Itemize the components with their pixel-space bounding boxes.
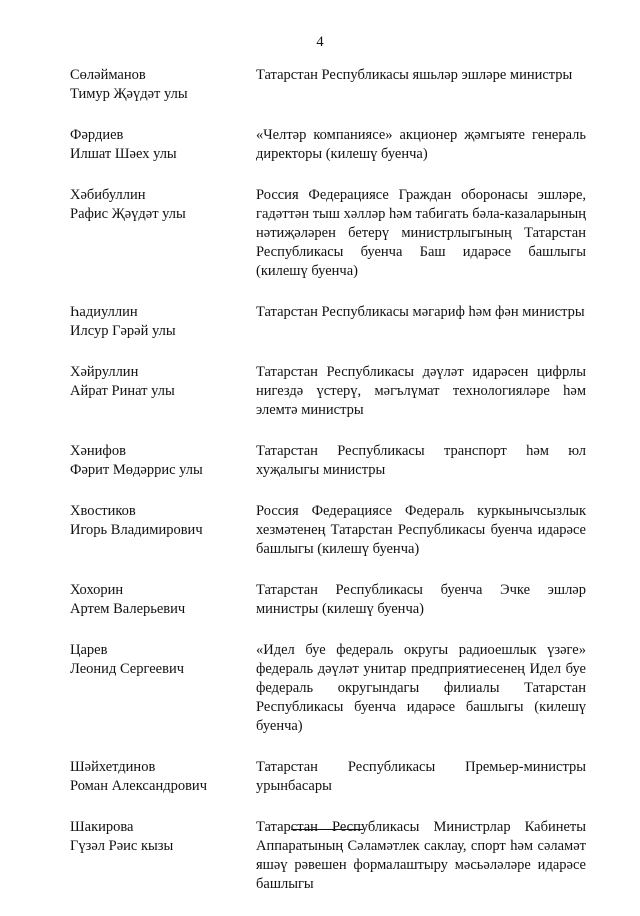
- member-given-name: Илшат Шәех улы: [70, 146, 177, 162]
- member-given-name: Айрат Ринат улы: [70, 383, 175, 399]
- member-entry: [70, 442, 586, 480]
- member-position: Татарстан Республикасы буенча Эчке эшләр министры (килешү буенча): [256, 582, 586, 617]
- member-given-name: Артем Валерьевич: [70, 601, 186, 617]
- member-entry: [70, 66, 586, 104]
- member-position: Татарстан Республикасы яшьләр эшләре министры: [256, 67, 573, 83]
- member-name: [70, 641, 256, 736]
- member-position: Татарстан Республикасы дәүләт идарәсен цифрлы нигездә үстерү, мәгълүмат технологияләре һәм элемтә министры: [256, 364, 586, 418]
- member-surname: Шакирова: [70, 819, 134, 835]
- member-surname: Фәрдиев: [70, 127, 124, 143]
- member-surname: Царев: [70, 642, 108, 658]
- member-name: [70, 442, 256, 480]
- closing-rule: [291, 829, 363, 830]
- member-entry: [70, 303, 586, 341]
- member-given-name: Игорь Владимирович: [70, 522, 203, 538]
- member-given-name: Роман Александрович: [70, 778, 207, 794]
- member-surname: Хәйруллин: [70, 364, 139, 380]
- page-number: 4: [316, 34, 324, 50]
- member-surname: Хохорин: [70, 582, 124, 598]
- member-entry: [70, 363, 586, 420]
- member-name: [70, 502, 256, 559]
- member-given-name: Леонид Сергеевич: [70, 661, 185, 677]
- member-position: Россия Федерациясе Федераль куркынычсызлык хезмәтенең Татарстан Республикасы буенча идарәсе башлыгы (килешү буенча): [256, 503, 586, 557]
- member-surname: Хәнифов: [70, 443, 126, 459]
- member-entry: [70, 641, 586, 736]
- commission-members-list: [70, 66, 586, 916]
- member-position: «Челтәр компаниясе» акционер җәмгыяте генераль директоры (килешү буенча): [256, 127, 586, 162]
- member-given-name: Фәрит Мөдәррис улы: [70, 462, 203, 478]
- member-surname: Хвостиков: [70, 503, 136, 519]
- member-given-name: Гүзәл Рәис кызы: [70, 838, 174, 854]
- member-position: «Идел буе федераль округы радиоешлык үзәге» федераль дәүләт унитар предприятиесенең Идел буе федераль округындагы филиалы Татарстан Республикасы буенча идарәсе башлыгы (килешү буенча): [256, 642, 586, 734]
- member-given-name: Рафис Җәүдәт улы: [70, 206, 186, 222]
- member-position: Россия Федерациясе Граждан оборонасы эшләре, гадәттән тыш хәлләр һәм табигать бәла-казаларының нәтиҗәләрен бетерү министрлыгының Татарстан Республикасы буенча Баш идарәсе башлыгы (килешү буенча): [256, 187, 586, 279]
- member-name: [70, 66, 256, 104]
- member-position: Татарстан Республикасы Министрлар Кабинеты Аппаратының Сәламәтлек саклау, спорт һәм сәламәт яшәү рәвешен формалаштыру мәсьәләләре идарәсе башлыгы: [256, 819, 586, 892]
- member-name: [70, 126, 256, 164]
- member-entry: [70, 186, 586, 281]
- member-name: [70, 758, 256, 796]
- member-name: [70, 303, 256, 341]
- member-given-name: Илсур Гәрәй улы: [70, 323, 176, 339]
- member-name: [70, 186, 256, 281]
- member-entry: [70, 126, 586, 164]
- member-position: Татарстан Республикасы транспорт һәм юл хуҗалыгы министры: [256, 443, 586, 478]
- member-position: Татарстан Республикасы мәгариф һәм фән министры: [256, 304, 585, 320]
- member-surname: Сөләйманов: [70, 67, 146, 83]
- member-surname: Һадиуллин: [70, 304, 138, 320]
- member-entry: [70, 758, 586, 796]
- member-name: [70, 363, 256, 420]
- member-name: [70, 581, 256, 619]
- member-name: [70, 818, 256, 894]
- member-surname: Хәбибуллин: [70, 187, 146, 203]
- member-entry: [70, 502, 586, 559]
- member-entry: [70, 581, 586, 619]
- member-surname: Шәйхетдинов: [70, 759, 156, 775]
- member-given-name: Тимур Җәүдәт улы: [70, 86, 188, 102]
- member-position: Татарстан Республикасы Премьер-министры урынбасары: [256, 759, 586, 794]
